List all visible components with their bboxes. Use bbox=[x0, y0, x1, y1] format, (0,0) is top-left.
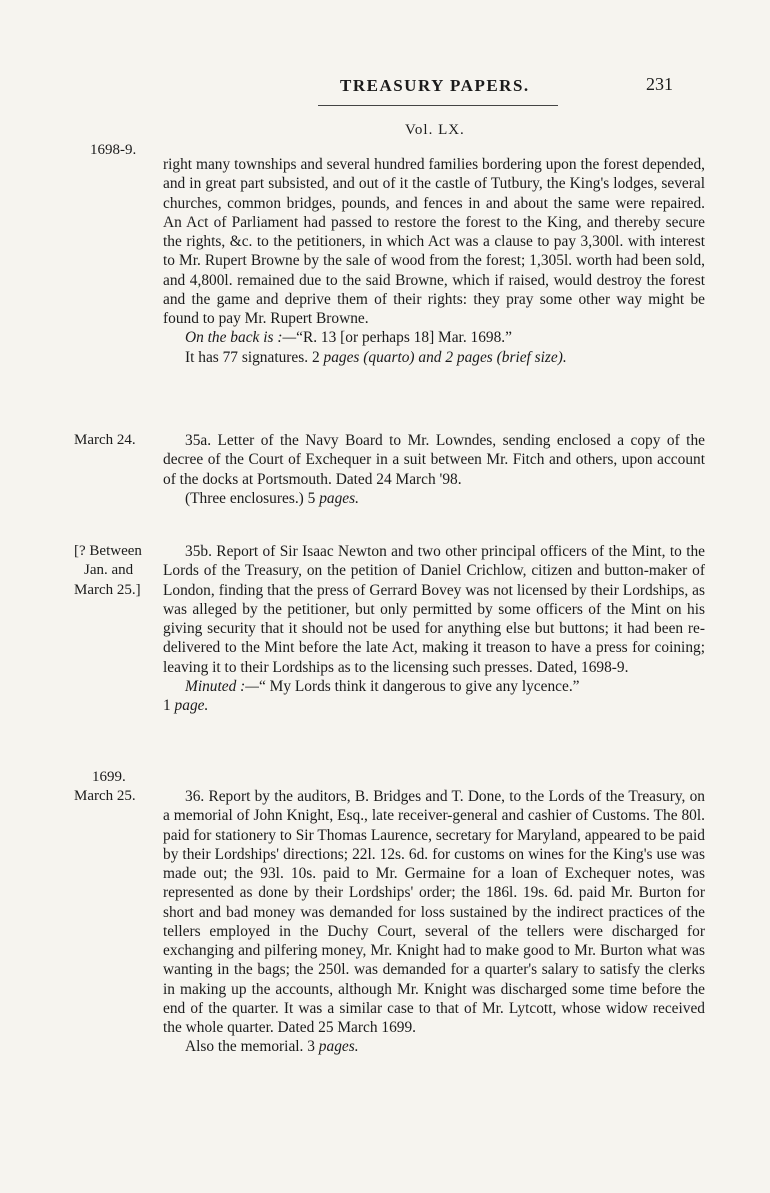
extent-pages: pages. bbox=[319, 489, 359, 507]
date-text: March 25. bbox=[74, 788, 136, 805]
entry-35a bbox=[163, 431, 705, 508]
margin-year: 1699. bbox=[92, 769, 126, 785]
date-line: March 25.] bbox=[74, 581, 141, 598]
date-text: March 24. bbox=[74, 432, 136, 448]
margin-date bbox=[74, 768, 164, 807]
entry-extent bbox=[163, 696, 705, 715]
note-label: On the back is :— bbox=[185, 329, 297, 347]
entry-extent bbox=[163, 1037, 705, 1056]
entry-note bbox=[163, 328, 705, 347]
date-line: Jan. and bbox=[84, 562, 134, 579]
margin-date bbox=[74, 542, 164, 600]
extent-pages: pages. bbox=[318, 1038, 359, 1056]
volume-heading: Vol. LX. bbox=[405, 122, 465, 138]
entry-body: 35a. Letter of the Navy Board to Mr. Lowndes, sending enclosed a copy of the decree of the Court of Exchequer in a suit between Mr. Fitch and others, upon account of the docks at Portsmouth. Dated 24 March '98. bbox=[163, 432, 705, 488]
page-number: 231 bbox=[646, 74, 673, 94]
entry-35b bbox=[163, 542, 705, 715]
entry-note bbox=[163, 677, 705, 696]
entry-36 bbox=[163, 787, 705, 1057]
extent-text: Also the memorial. 3 bbox=[185, 1038, 319, 1056]
entry-body: 35b. Report of Sir Isaac Newton and two other principal officers of the Mint, to the Lords of the Treasury, on the petition of Daniel Crichlow, citizen and button-maker of London, finding that the press of Gerrard Bovey was not licensed by their Lordships, as was alleged by the petitioner, but only permitted by some officers of the Mint on his giving security that it should not be used for anything else but buttons; it had been re-delivered to the Mint before the late Act, making it treason to have a press for coining; leaving it to their Lordships as to the licensing such presses. Dated, 1698-9. bbox=[163, 543, 705, 676]
note-label: Minuted :— bbox=[185, 677, 259, 695]
note-text: “R. 13 [or perhaps 18] Mar. 1698.” bbox=[296, 329, 512, 347]
entry-extent bbox=[163, 348, 705, 367]
entry-body: right many townships and several hundred families bordering upon the forest depended, and in great part subsisted, and out of it the castle of Tutbury, the King's lodges, several churches, common bridges, pounds, and fences in and about the same were repaired. An Act of Parliament had passed to restore the forest to the King, and thereby secure the rights, &c. to the petitioners, in which Act was a clause to pay 3,300l. with interest to Mr. Rupert Browne by the sale of wood from the forest; 1,305l. worth had been sold, and 4,800l. remained due to the said Browne, which if raised, would destroy the forest and the game and deprive them of their rights: they pray some other way might be found to pay Mr. Rupert Browne. bbox=[163, 156, 705, 327]
extent-pages: pages (quarto) and 2 pages (brief size). bbox=[323, 348, 567, 366]
entry-extent bbox=[163, 489, 705, 508]
note-text: “ My Lords think it dangerous to give any lycence.” bbox=[258, 677, 580, 695]
extent-text: 1 bbox=[163, 697, 175, 714]
header-rule bbox=[318, 105, 558, 106]
entry-continuation bbox=[163, 155, 705, 367]
margin-date bbox=[74, 431, 164, 450]
margin-year-top: 1698-9. bbox=[90, 142, 137, 158]
date-line: [? Between bbox=[74, 543, 142, 559]
running-title: TREASURY PAPERS. bbox=[340, 76, 530, 95]
extent-text: It has 77 signatures. 2 bbox=[185, 348, 324, 366]
extent-text: (Three enclosures.) 5 bbox=[185, 489, 320, 507]
entry-body: 36. Report by the auditors, B. Bridges and T. Done, to the Lords of the Treasury, on a memorial of John Knight, Esq., late receiver-general and cashier of Customs. The 80l. paid for stationery to Sir Thomas Laurence, secretary for Maryland, appeared to be paid by their Lordships' directions; 22l. 12s. 6d. for customs on wines for the King's use was made out; the 93l. 10s. paid to Mr. Germaine for a loan of Exchequer notes, was represented as done by their Lordships' order; the 186l. 19s. 6d. paid Mr. Burton for short and bad money was demanded for loss sustained by the indirect practices of the tellers employed in the Duchy Court, several of the tellers were discharged for exchanging and pilfering money, Mr. Knight had to make good to Mr. Burton what was wanting in the bags; the 250l. was demanded for a quarter's salary to satisfy the clerks in making up the accounts, although Mr. Knight was discharged some time before the end of the quarter. It was a similar case to that of Mr. Lytcott, whose widow received the whole quarter. Dated 25 March 1699. bbox=[163, 788, 705, 1036]
extent-pages: page. bbox=[174, 697, 209, 714]
